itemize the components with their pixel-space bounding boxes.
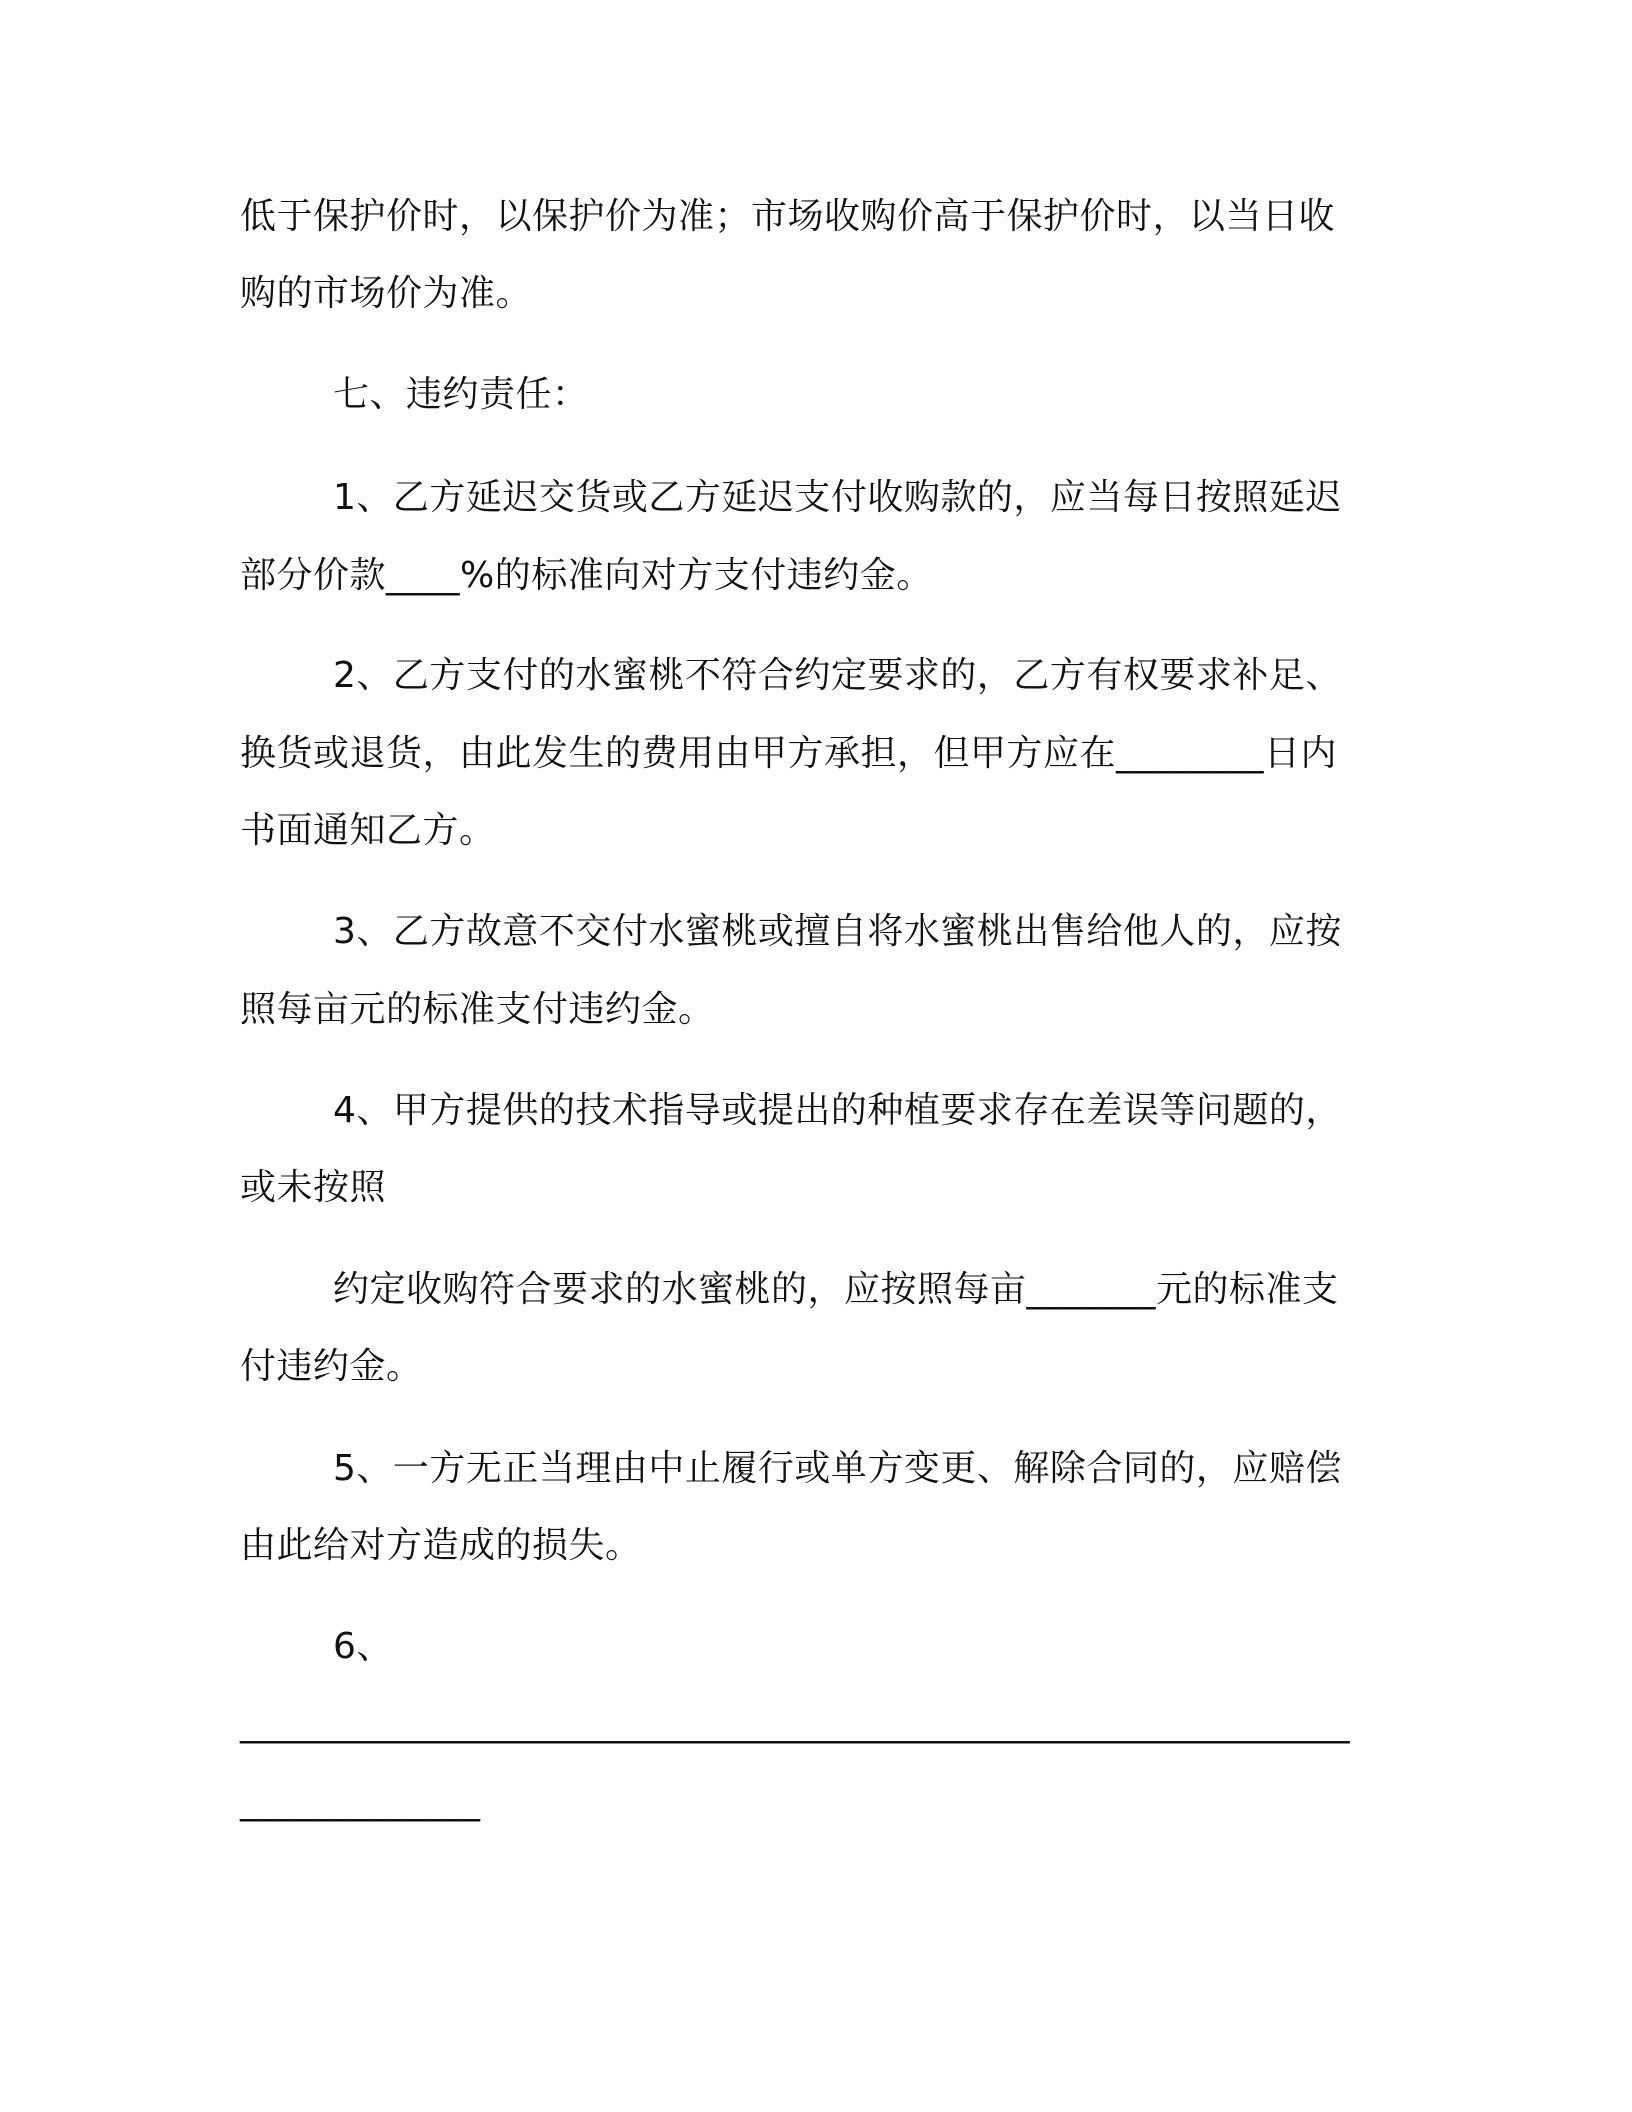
- clause-1-line-2: 部分价款____%的标准向对方支付违约金。: [240, 555, 933, 596]
- clause-6-number: 6、: [333, 1626, 393, 1667]
- text-line-1: 低于保护价时，以保护价为准；市场收购价高于保护价时，以当日收: [240, 196, 1336, 237]
- clause-2-line-2: 换货或退货，由此发生的费用由甲方承担，但甲方应在________日内: [240, 733, 1338, 774]
- clause-4-line-4: 付违约金。: [240, 1346, 423, 1387]
- text-line-2: 购的市场价为准。: [240, 273, 533, 314]
- clause-2-line-1: 2、乙方支付的水蜜桃不符合约定要求的，乙方有权要求补足、: [333, 655, 1342, 696]
- clause-3-line-1: 3、乙方故意不交付水蜜桃或擅自将水蜜桃出售给他人的，应按: [333, 911, 1342, 952]
- clause-2-line-3: 书面通知乙方。: [240, 810, 496, 851]
- clause-4-line-1: 4、甲方提供的技术指导或提出的种植要求存在差误等问题的，: [333, 1090, 1342, 1131]
- clause-5-line-1: 5、一方无正当理由中止履行或单方变更、解除合同的，应赔偿: [333, 1448, 1342, 1489]
- clause-5-line-2: 由此给对方造成的损失。: [240, 1525, 642, 1566]
- clause-3-line-2: 照每亩元的标准支付违约金。: [240, 989, 715, 1030]
- clause-4-line-2: 或未按照: [240, 1167, 387, 1208]
- clause-4-line-3: 约定收购符合要求的水蜜桃的，应按照每亩_______元的标准支: [333, 1269, 1339, 1310]
- clause-1-line-1: 1、乙方延迟交货或乙方延迟支付收购款的，应当每日按照延迟: [333, 477, 1342, 518]
- section-heading-liability: 七、违约责任：: [333, 374, 589, 415]
- clause-6-blank-line-1: ____________________________________________________________: [240, 1703, 1350, 1744]
- clause-6-blank-line-2: _____________: [240, 1781, 481, 1822]
